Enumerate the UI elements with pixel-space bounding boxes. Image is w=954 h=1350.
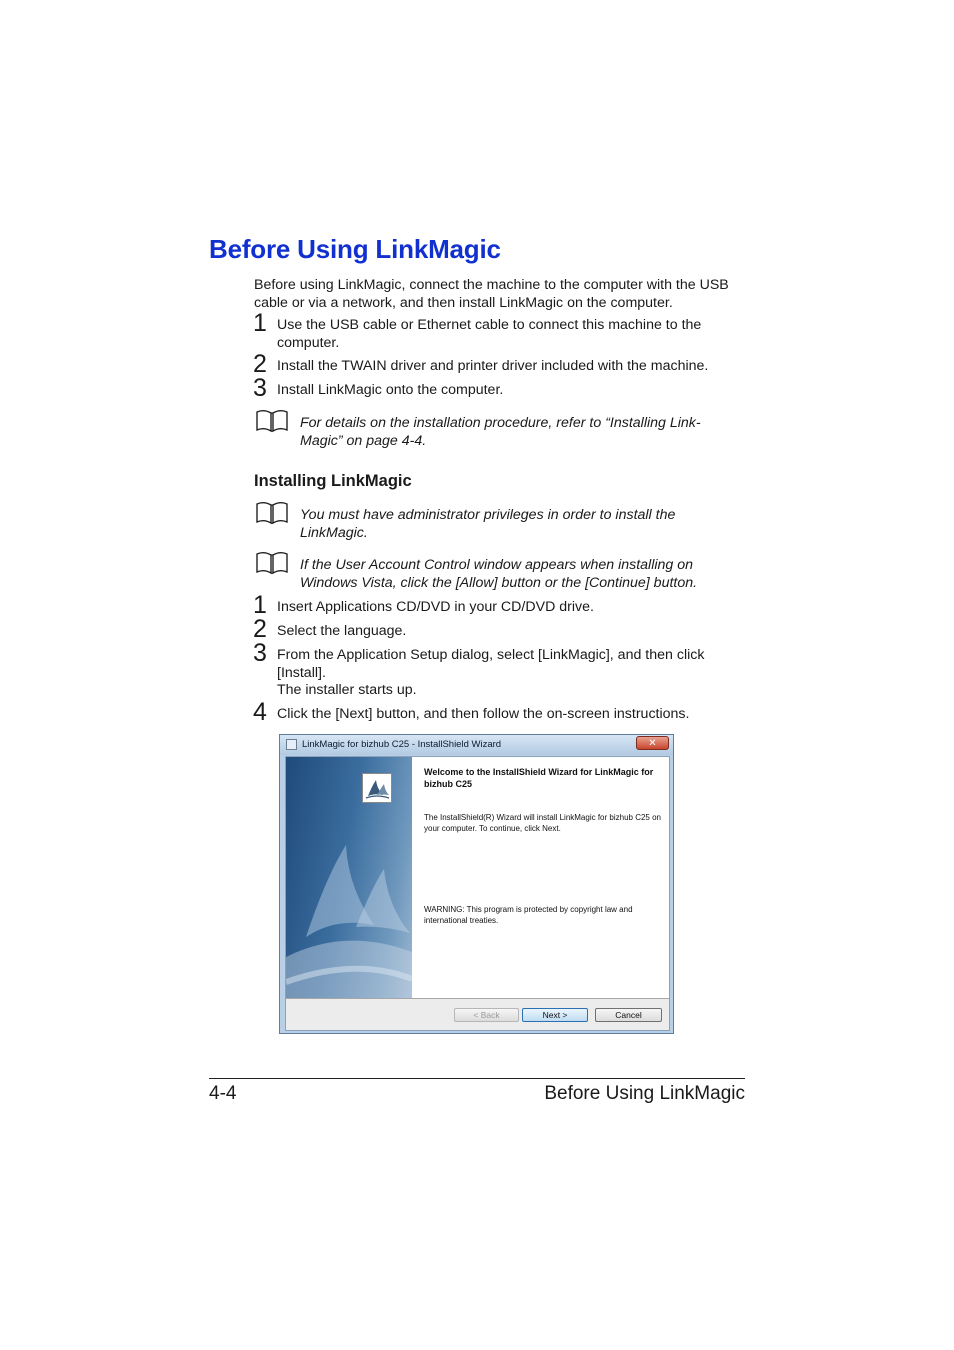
wizard-welcome-heading: Welcome to the InstallShield Wizard for LinkMagic for bizhub C25 xyxy=(424,767,654,789)
cancel-button[interactable]: Cancel xyxy=(595,1008,662,1022)
back-button[interactable]: < Back xyxy=(454,1008,519,1022)
intro-paragraph: Before using LinkMagic, connect the machine to the computer with the USB cable or via a network, and then install LinkMagic on the computer. xyxy=(254,277,729,311)
step-number: 4 xyxy=(253,698,267,726)
step-number: 2 xyxy=(253,615,267,643)
step-number: 1 xyxy=(253,591,267,619)
note-text: If the User Account Control window appears when installing on Windows Vista, click the [Allow] button or the [Continue] button. xyxy=(300,557,698,591)
step-text: From the Application Setup dialog, select [LinkMagic], and then click [Install]. xyxy=(277,647,705,681)
dialog-divider xyxy=(286,998,669,999)
step-number: 2 xyxy=(253,350,267,378)
step-text: Click the [Next] button, and then follow the on-screen instructions. xyxy=(277,706,690,722)
dialog-body xyxy=(285,756,670,1031)
step-text: Use the USB cable or Ethernet cable to connect this machine to the computer. xyxy=(277,317,702,351)
note-book-icon xyxy=(255,409,289,433)
step-text: Install LinkMagic onto the computer. xyxy=(277,382,504,398)
step-text: Insert Applications CD/DVD in your CD/DVD drive. xyxy=(277,599,594,615)
product-logo xyxy=(362,773,392,803)
page-title: Before Using LinkMagic xyxy=(209,234,501,264)
step-text: Install the TWAIN driver and printer driver included with the machine. xyxy=(277,358,709,374)
step-number: 3 xyxy=(253,639,267,667)
note-book-icon xyxy=(255,551,289,575)
note-book-icon xyxy=(255,501,289,525)
dialog-titlebar xyxy=(280,735,673,755)
note-text: For details on the installation procedure, refer to “Installing Link-Magic” on page 4-4. xyxy=(300,415,701,449)
footer-divider xyxy=(209,1078,745,1079)
close-button[interactable]: ✕ xyxy=(636,736,669,750)
page-number: 4-4 xyxy=(209,1083,237,1104)
wizard-warning: WARNING: This program is protected by copyright law and international treaties. xyxy=(424,905,633,925)
step-number: 1 xyxy=(253,309,267,337)
sail-graphic-icon xyxy=(286,757,412,998)
step-text: Select the language. xyxy=(277,623,407,639)
wizard-content xyxy=(412,757,669,998)
step-result-text: The installer starts up. xyxy=(277,682,417,698)
installer-app-icon xyxy=(286,739,297,750)
dialog-title: LinkMagic for bizhub C25 - InstallShield Wizard xyxy=(302,739,502,750)
installshield-dialog xyxy=(279,734,674,1034)
wizard-side-banner xyxy=(286,757,412,998)
footer-section-title: Before Using LinkMagic xyxy=(544,1083,745,1104)
step-number: 3 xyxy=(253,374,267,402)
next-button[interactable]: Next > xyxy=(522,1008,588,1022)
wizard-description: The InstallShield(R) Wizard will install LinkMagic for bizhub C25 on your computer. To continue, click Next. xyxy=(424,813,661,833)
section-heading: Installing LinkMagic xyxy=(254,472,412,490)
sail-logo-icon xyxy=(363,774,391,802)
note-text: You must have administrator privileges in order to install the LinkMagic. xyxy=(300,507,676,541)
